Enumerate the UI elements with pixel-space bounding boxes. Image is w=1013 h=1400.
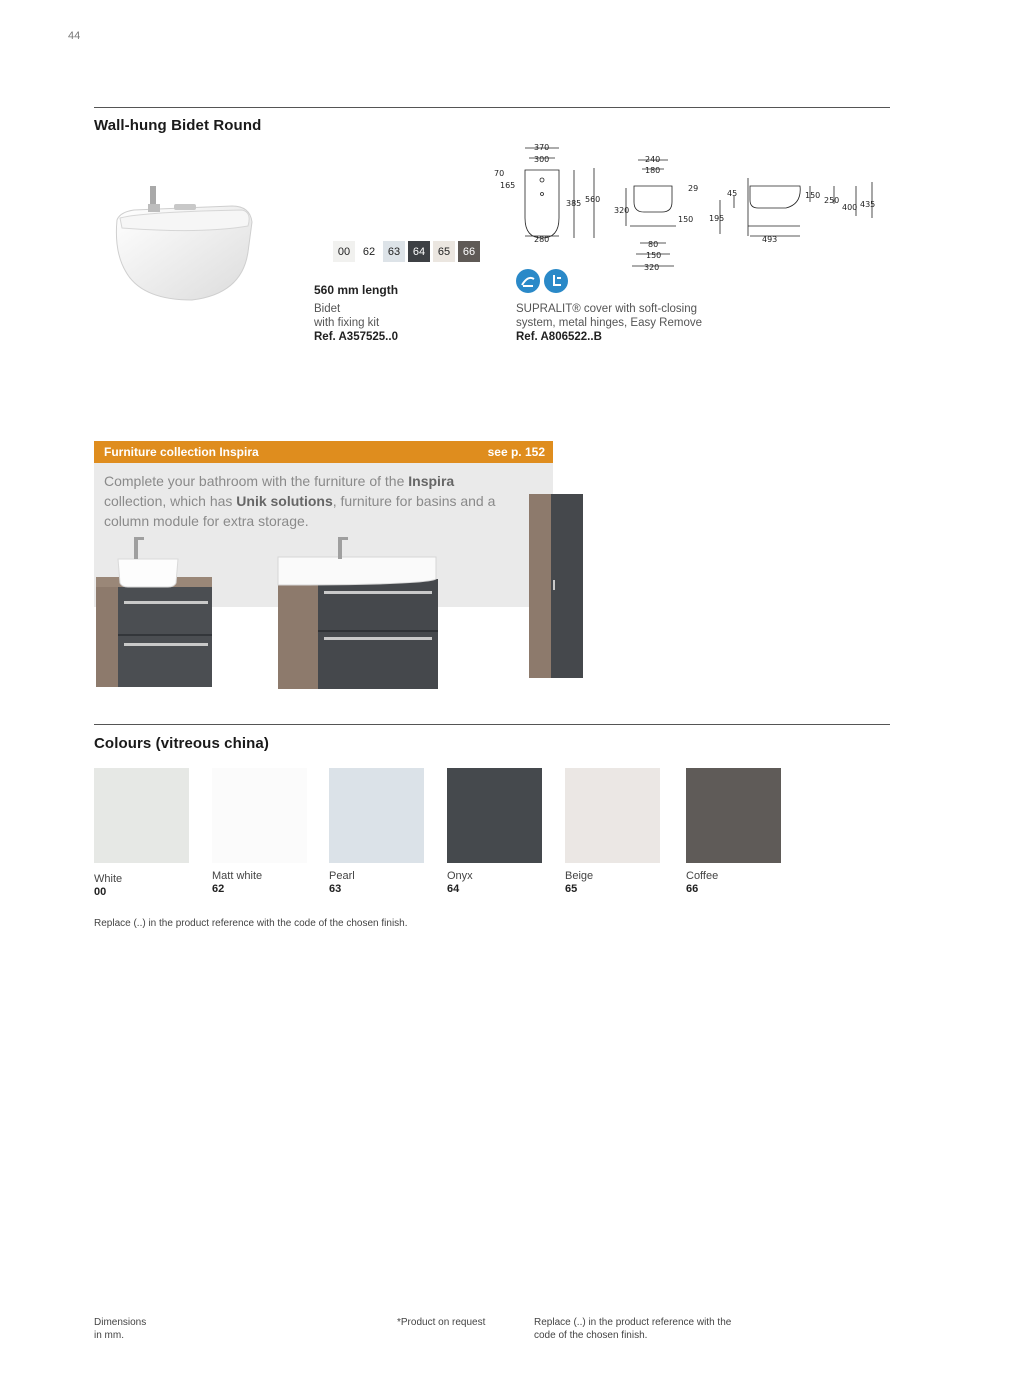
section-divider [94, 107, 890, 108]
swatch-name: Matt white [212, 870, 263, 882]
bidet-section-title: Wall-hung Bidet Round [94, 117, 262, 134]
colours-section-title: Colours (vitreous china) [94, 735, 269, 752]
dim-label: 493 [762, 235, 778, 244]
dim-label: 560 [585, 195, 601, 204]
swatch-white [94, 768, 189, 863]
dim-label: 320 [644, 263, 660, 272]
cover-description-line1: SUPRALIT® cover with soft-closing [516, 303, 698, 315]
swatch-name: White [94, 873, 123, 885]
swatch-name: Coffee [686, 870, 719, 882]
soft-close-icon [516, 269, 540, 293]
colour-chip[interactable]: 00 [333, 241, 355, 262]
dim-label: 165 [500, 181, 516, 190]
dim-label: 250 [824, 196, 840, 205]
technical-drawing [490, 138, 890, 278]
swatch-code: 64 [447, 883, 460, 895]
footer-replace-line2: code of the chosen finish. [534, 1330, 648, 1341]
colour-chip[interactable]: 66 [458, 241, 480, 262]
furniture-page-link[interactable]: see p. 152 [487, 445, 545, 459]
dim-label: 320 [614, 206, 630, 215]
swatch-code: 62 [212, 883, 225, 895]
page-number: 44 [68, 30, 81, 42]
swatch-name: Beige [565, 870, 594, 882]
furniture-description: Complete your bathroom with the furniture of the Inspira collection, which has Unik solutions, furniture for basins and a column module for extra storage. [104, 473, 496, 529]
dim-label: 240 [645, 155, 661, 164]
dim-label: 370 [534, 143, 550, 152]
product-length-title: 560 mm length [314, 283, 399, 297]
dim-label: 150 [678, 215, 694, 224]
dim-label: 435 [860, 200, 876, 209]
dim-label: 29 [688, 184, 699, 193]
swatch-code: 66 [686, 883, 699, 895]
cover-description-line2: system, metal hinges, Easy Remove [516, 317, 702, 329]
swatch-code: 63 [329, 883, 342, 895]
footer-dimensions-line1: Dimensions [94, 1317, 147, 1328]
easy-remove-icon [544, 269, 568, 293]
column-cabinet-photo [527, 492, 585, 680]
footer-on-request: *Product on request [397, 1317, 486, 1328]
dim-label: 150 [646, 251, 662, 260]
product-name: Bidet [314, 303, 341, 315]
swatch-code: 65 [565, 883, 578, 895]
dim-label: 400 [842, 203, 858, 212]
furniture-header [94, 441, 553, 463]
bidet-photo [112, 182, 262, 302]
dim-label: 45 [727, 189, 738, 198]
dim-label: 70 [494, 169, 505, 178]
dim-label: 300 [534, 155, 550, 164]
product-ref: Ref. A357525..0 [314, 331, 398, 343]
swatch-matt-white [212, 768, 307, 863]
footer-dimensions-line2: in mm. [94, 1330, 124, 1341]
dim-label: 150 [805, 191, 821, 200]
colour-note: Replace (..) in the product reference with the code of the chosen finish. [94, 918, 408, 929]
swatch-coffee [686, 768, 781, 863]
colour-chip[interactable]: 63 [383, 241, 405, 262]
dim-label: 280 [534, 235, 550, 244]
swatch-code: 00 [94, 886, 107, 898]
swatch-name: Pearl [329, 870, 355, 882]
cover-ref: Ref. A806522..B [516, 331, 602, 343]
colour-chip[interactable]: 65 [433, 241, 455, 262]
section-divider [94, 724, 890, 725]
footer-replace-line1: Replace (..) in the product reference with the [534, 1317, 732, 1328]
colour-chip[interactable]: 64 [408, 241, 430, 262]
swatch-name: Onyx [447, 870, 473, 882]
dim-label: 385 [566, 199, 582, 208]
colour-chip[interactable]: 62 [358, 241, 380, 262]
swatch-pearl [329, 768, 424, 863]
dim-label: 80 [648, 240, 659, 249]
colour-chip-strip [333, 241, 480, 262]
feature-icons [516, 269, 568, 293]
swatch-onyx [447, 768, 542, 863]
product-description: with fixing kit [314, 317, 380, 329]
dim-label: 180 [645, 166, 661, 175]
dim-label: 195 [709, 214, 725, 223]
vanity-unit-small-photo [94, 535, 214, 690]
furniture-header-title: Furniture collection Inspira [104, 445, 259, 459]
vanity-unit-large-photo [276, 535, 438, 690]
swatch-beige [565, 768, 660, 863]
